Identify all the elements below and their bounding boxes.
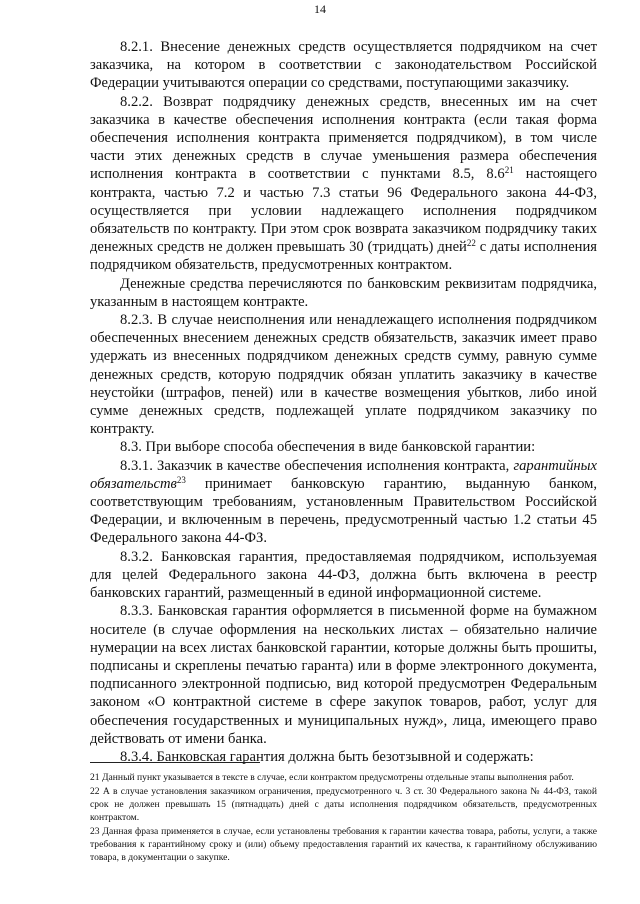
footnote-ref-22: 22 [466, 238, 476, 249]
paragraph-8-3-3: 8.3.3. Банковская гарантия оформляется в письменной форме на бумажном носителе (в случае оформления на нескольких листах – обязательно наличие нумерации на всех листах банковской гарантии, которые должны быть прошиты, подписаны и скреплены печатью гаранта) или в форме электронного документа, подписанного электронной подписью, вид которой предусмотрен Федеральным законом «О контрактной системе в сфере закупок товаров, работ, услуг для обеспечения государственных и муниципальных нужд», лица, имеющего право действовать от имени банка. [90, 603, 597, 747]
paragraph-8-3-4: 8.3.4. Банковская гарантия должна быть безотзывной и содержать: [120, 748, 534, 765]
paragraph-text: принимает банковскую гарантию, выданную банком, соответствующим требованиям, установленным Правительством Российской Федерации, и включенным в перечень, предусмотренный частью 1.2 статьи 45 Федерального закона 44-ФЗ. [90, 475, 597, 547]
page-number: 14 [314, 2, 326, 16]
paragraph-text: с даты исполнения подрядчиком обязательств, предусмотренных контрактом. [90, 239, 597, 274]
footnote-ref-21: 21 [504, 165, 514, 176]
footnote-21: 21 Данный пункт указывается в тексте в случае, если контрактом предусмотрены отдельные этапы выполнения работ. [90, 772, 574, 783]
italic-phrase: гарантийных обязательств [90, 457, 597, 492]
footnote-ref-23: 23 [176, 474, 186, 485]
paragraph-8-3-1 [90, 457, 597, 548]
footnote-23: 23 Данная фраза применяется в случае, если установлены требования к гарантии качества товара, работы, услуги, а также требования к гарантийному сроку и (или) объему предоставления гарантий их качества, к гарантийному обслуживанию товара, в документации о закупке. [90, 826, 597, 863]
paragraph-text: 8.3.1. Заказчик в качестве обеспечения исполнения контракта, [120, 457, 514, 474]
footnote-22: 22 А в случае установления заказчиком ограничения, предусмотренного ч. 3 ст. 30 Федерального закона № 44-ФЗ, такой срок не должен превышать 15 (пятнадцать) дней с даты исполнения подрядчиком обязательств, предусмотренных контрактом. [90, 786, 597, 823]
paragraph-bank-details: Денежные средства перечисляются по банковским реквизитам подрядчика, указанным в настоящем контракте. [90, 275, 597, 310]
footnotes [90, 771, 597, 865]
footnote-separator [90, 762, 260, 763]
paragraph-text: 8.2.2. Возврат подрядчику денежных средств, внесенных им на счет заказчика в качестве обеспечения исполнения контракта (если такая форма обеспечения исполнения контракта применяется подрядчиком), в том числе части этих денежных средств в случае уменьшения размера обеспечения исполнения контракта в соответствии с пунктами 8.5, 8.6 [90, 93, 597, 183]
paragraph-8-2-3: 8.2.3. В случае неисполнения или ненадлежащего исполнения подрядчиком обеспеченных внесением денежных средств обязательств, заказчик имеет право удержать из внесенных подрядчиком денежных средств сумму, равную сумме денежных средств, которую подрядчик обязан уплатить заказчику в качестве неустойки (штрафов, пеней) или в качестве возмещения убытков, либо иной сумме денежных средств, подлежащей уплате подрядчиком заказчику по контракту. [90, 312, 597, 438]
paragraph-text: настоящего контракта, частью 7.2 и частью 7.3 статьи 96 Федерального закона 44-ФЗ, осуществляется при условии надлежащего исполнения подрядчиком обязательств по контракту. При этом срок возврата заказчиком подрядчику таких денежных средств не должен превышать 30 (тридцать) дней [90, 166, 598, 256]
paragraph-8-3-2: 8.3.2. Банковская гарантия, предоставляемая подрядчиком, используемая для целей Федерального закона 44-ФЗ, должна быть включена в реестр банковских гарантий, размещенный в единой информационной системе. [90, 548, 597, 602]
paragraph-8-2-1: 8.2.1. Внесение денежных средств осуществляется подрядчиком на счет заказчика, на котором в соответствии с законодательством Российской Федерации учитываются операции со средствами, поступающими заказчику. [90, 39, 597, 92]
paragraph-8-2-2 [90, 93, 597, 275]
document-body [90, 38, 597, 766]
paragraph-8-3: 8.3. При выборе способа обеспечения в виде банковской гарантии: [120, 439, 536, 456]
